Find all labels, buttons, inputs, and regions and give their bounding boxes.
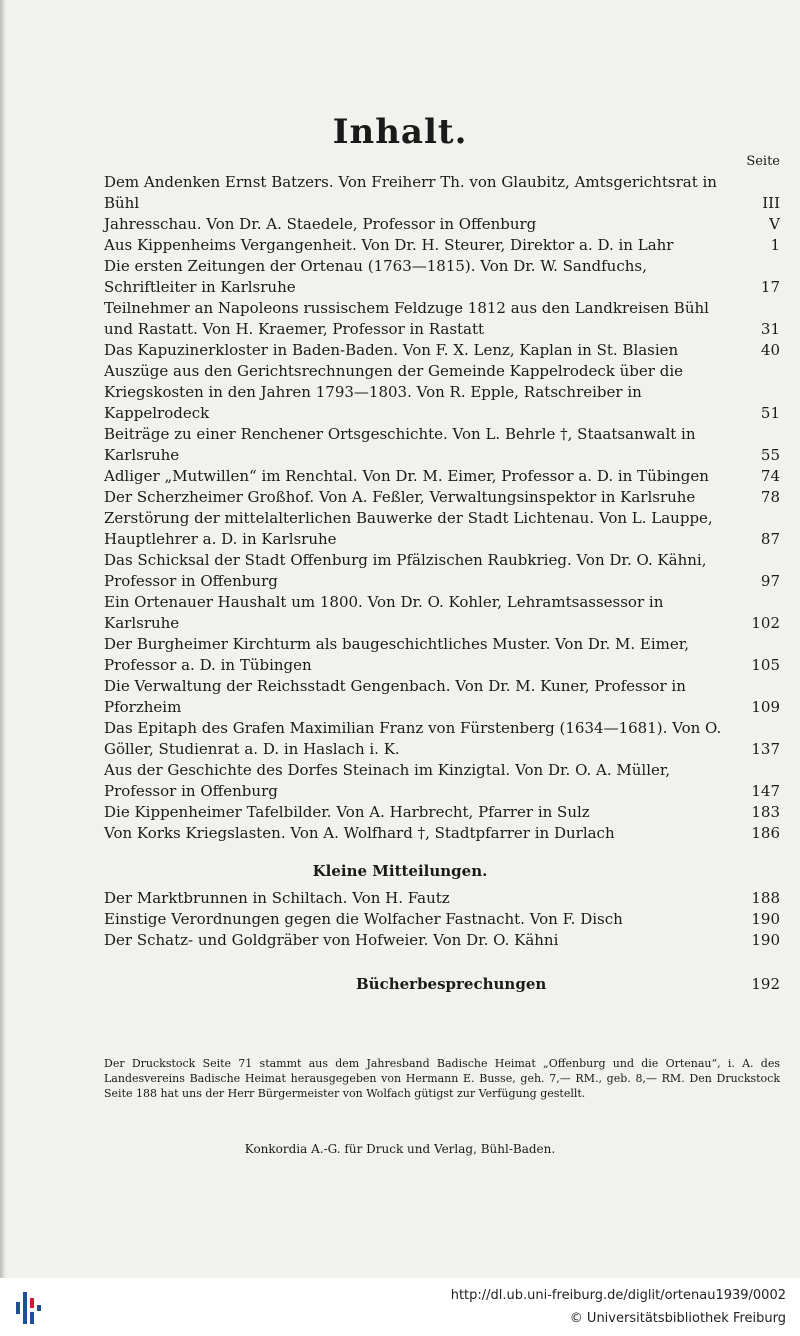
toc-entry [104, 235, 780, 256]
entry-page-number: 55 [760, 446, 780, 464]
entry-page-number: III [762, 194, 780, 212]
toc-entry [104, 550, 780, 592]
toc-entry [104, 508, 780, 550]
section-heading-small-notes: Kleine Mitteilungen. [312, 862, 488, 880]
toc-entry [104, 676, 780, 718]
entry-page-number: 1 [770, 236, 780, 254]
entry-title: Das Schicksal der Stadt Offenburg im Pfälzischen Raubkrieg. Von Dr. O. Kähni, Professor in Offenburg [104, 551, 707, 590]
toc-entry [104, 214, 780, 235]
entry-page-number: 190 [751, 910, 780, 928]
entry-title: Auszüge aus den Gerichtsrechnungen der Gemeinde Kappelrodeck über die Kriegskosten in den Jahren 1793—1803. Von R. Epple, Ratschreiber in Kappelrodeck [104, 362, 683, 422]
entry-title: Ein Ortenauer Haushalt um 1800. Von Dr. O. Kohler, Lehramtsassessor in Karlsruhe [104, 593, 664, 632]
toc-entry [104, 172, 780, 214]
entry-page-number: 190 [751, 931, 780, 949]
entry-page-number: 183 [751, 803, 780, 821]
table-of-contents [104, 172, 780, 844]
entry-title: Adliger „Mutwillen“ im Renchtal. Von Dr. M. Eimer, Professor a. D. in Tübingen [104, 467, 709, 485]
entry-title: Die Kippenheimer Tafelbilder. Von A. Harbrecht, Pfarrer in Sulz [104, 803, 590, 821]
viewer-footer [0, 1278, 800, 1336]
entry-title: Aus Kippenheims Vergangenheit. Von Dr. H. Steurer, Direktor a. D. in Lahr [104, 236, 674, 254]
entry-page-number: 188 [751, 889, 780, 907]
entry-title: Das Kapuzinerkloster in Baden-Baden. Von F. X. Lenz, Kaplan in St. Blasien [104, 341, 679, 359]
entry-page-number: 74 [760, 467, 780, 485]
page-edge-shadow [0, 0, 6, 1278]
book-reviews-page: 192 [751, 975, 780, 993]
toc-entry [104, 718, 780, 760]
toc-entry [104, 823, 780, 844]
entry-title: Beiträge zu einer Renchener Ortsgeschichte. Von L. Behrle †, Staatsanwalt in Karlsruhe [104, 425, 696, 464]
printing-note: Der Druckstock Seite 71 stammt aus dem Jahresband Badische Heimat „Offenburg und die Ortenau“, i. A. des Landesvereins Badische Heimat herausgegeben von Hermann E. Busse, geh. 7,— RM., geb. 8,— RM. Den Druckstock Seite 188 hat uns der Herr Bürgermeister von Wolfach gütigst zur Verfügung gestellt. [104, 1057, 780, 1100]
copyright-notice: © Universitätsbibliothek Freiburg [569, 1311, 786, 1326]
entry-title: Zerstörung der mittelalterlichen Bauwerke der Stadt Lichtenau. Von L. Lauppe, Hauptlehrer a. D. in Karlsruhe [104, 509, 713, 548]
entry-page-number: 137 [751, 740, 780, 758]
toc-entry [104, 634, 780, 676]
toc-entry [104, 298, 780, 340]
entry-title: Dem Andenken Ernst Batzers. Von Freiherr Th. von Glaubitz, Amtsgerichtsrat in Bühl [104, 173, 717, 212]
small-note-entry [104, 888, 780, 909]
toc-entry [104, 466, 780, 487]
toc-entry [104, 592, 780, 634]
book-reviews-entry [356, 974, 780, 995]
toc-entry [104, 760, 780, 802]
entry-page-number: 105 [751, 656, 780, 674]
entry-page-number: 109 [751, 698, 780, 716]
small-note-entry [104, 909, 780, 930]
entry-title: Der Schatz- und Goldgräber von Hofweier. Von Dr. O. Kähni [104, 931, 559, 949]
entry-title: Einstige Verordnungen gegen die Wolfacher Fastnacht. Von F. Disch [104, 910, 623, 928]
entry-page-number: 97 [760, 572, 780, 590]
entry-title: Jahresschau. Von Dr. A. Staedele, Professor in Offenburg [104, 215, 537, 233]
entry-title: Von Korks Kriegslasten. Von A. Wolfhard †, Stadtpfarrer in Durlach [104, 824, 615, 842]
toc-entry [104, 487, 780, 508]
ub-freiburg-logo-icon [14, 1288, 44, 1328]
entry-page-number: 102 [751, 614, 780, 632]
entry-title: Das Epitaph des Grafen Maximilian Franz von Fürstenberg (1634—1681). Von O. Göller, Studienrat a. D. in Haslach i. K. [104, 719, 722, 758]
entry-page-number: 51 [760, 404, 780, 422]
entry-page-number: 147 [751, 782, 780, 800]
entry-page-number: 31 [760, 320, 780, 338]
small-note-entry [104, 930, 780, 951]
entry-page-number: 17 [760, 278, 780, 296]
page-title: Inhalt. [332, 112, 468, 152]
entry-page-number: 87 [760, 530, 780, 548]
toc-entry [104, 340, 780, 361]
entry-title: Der Marktbrunnen in Schiltach. Von H. Fautz [104, 889, 450, 907]
toc-entry [104, 256, 780, 298]
entry-title: Die ersten Zeitungen der Ortenau (1763—1815). Von Dr. W. Sandfuchs, Schriftleiter in Karlsruhe [104, 257, 647, 296]
entry-page-number: 186 [751, 824, 780, 842]
toc-entry [104, 802, 780, 823]
toc-entry [104, 361, 780, 424]
small-notes-list [104, 888, 780, 951]
entry-page-number: 78 [760, 488, 780, 506]
entry-title: Der Scherzheimer Großhof. Von A. Feßler, Verwaltungsinspektor in Karlsruhe [104, 488, 696, 506]
book-reviews-label: Bücherbesprechungen [356, 975, 547, 993]
entry-title: Der Burgheimer Kirchturm als baugeschichtliches Muster. Von Dr. M. Eimer, Professor a. D. in Tübingen [104, 635, 690, 674]
entry-title: Aus der Geschichte des Dorfes Steinach im Kinzigtal. Von Dr. O. A. Müller, Professor in Offenburg [104, 761, 671, 800]
toc-entry [104, 424, 780, 466]
entry-page-number: V [769, 215, 780, 233]
permalink-url[interactable]: http://dl.ub.uni-freiburg.de/diglit/ortenau1939/0002 [450, 1288, 786, 1303]
entry-page-number: 40 [760, 341, 780, 359]
entry-title: Die Verwaltung der Reichsstadt Gengenbach. Von Dr. M. Kuner, Professor in Pforzheim [104, 677, 686, 716]
publisher-imprint: Konkordia A.-G. für Druck und Verlag, Bühl-Baden. [244, 1142, 556, 1156]
entry-title: Teilnehmer an Napoleons russischem Feldzuge 1812 aus den Landkreisen Bühl und Rastatt. Von H. Kraemer, Professor in Rastatt [104, 299, 709, 338]
page-column-header: Seite [746, 154, 780, 169]
